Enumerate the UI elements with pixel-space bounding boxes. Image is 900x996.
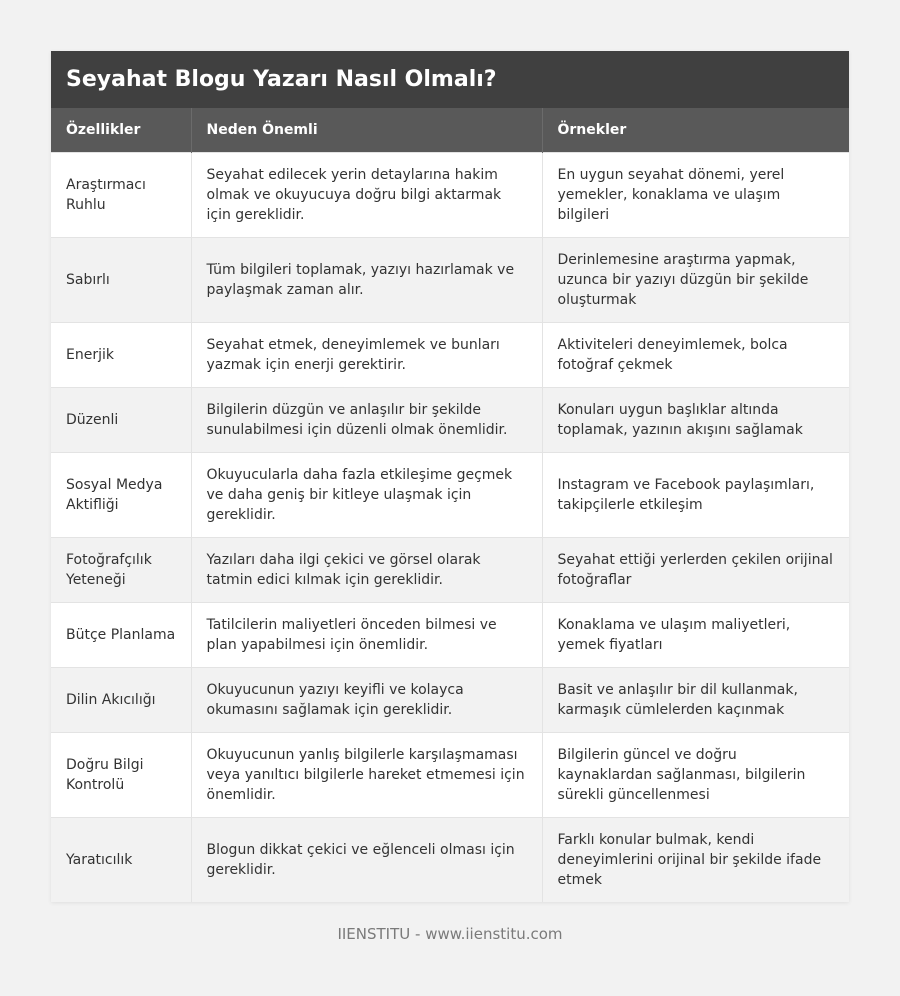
table-row [51,152,849,237]
footer-credit: IIENSTITU - www.iienstitu.com [337,925,563,943]
features-table [51,108,849,902]
table-row [51,602,849,667]
table-row [51,322,849,387]
examples-cell: Basit ve anlaşılır bir dil kullanmak, karmaşık cümlelerden kaçınmak [542,667,849,732]
column-header-why: Neden Önemli [191,108,542,152]
examples-cell: Aktiviteleri deneyimlemek, bolca fotoğraf çekmek [542,322,849,387]
why-cell: Bilgilerin düzgün ve anlaşılır bir şekilde sunulabilmesi için düzenli olmak önemlidir. [191,387,542,452]
why-cell: Okuyucunun yanlış bilgilerle karşılaşmaması veya yanıltıcı bilgilerle hareket etmemesi için önemlidir. [191,732,542,817]
table-row [51,817,849,902]
table-row [51,452,849,537]
feature-cell: Dilin Akıcılığı [51,667,191,732]
examples-cell: Seyahat ettiği yerlerden çekilen orijinal fotoğraflar [542,537,849,602]
feature-cell: Bütçe Planlama [51,602,191,667]
table-row [51,237,849,322]
why-cell: Okuyucularla daha fazla etkileşime geçmek ve daha geniş bir kitleye ulaşmak için gereklidir. [191,452,542,537]
feature-cell: Doğru Bilgi Kontrolü [51,732,191,817]
table-row [51,732,849,817]
why-cell: Tatilcilerin maliyetleri önceden bilmesi ve plan yapabilmesi için önemlidir. [191,602,542,667]
content-card [51,51,849,902]
feature-cell: Enerjik [51,322,191,387]
feature-cell: Fotoğrafçılık Yeteneği [51,537,191,602]
column-header-examples: Örnekler [542,108,849,152]
why-cell: Blogun dikkat çekici ve eğlenceli olması için gereklidir. [191,817,542,902]
feature-cell: Sosyal Medya Aktifliği [51,452,191,537]
table-header-row [51,108,849,152]
examples-cell: En uygun seyahat dönemi, yerel yemekler, konaklama ve ulaşım bilgileri [542,152,849,237]
why-cell: Okuyucunun yazıyı keyifli ve kolayca okumasını sağlamak için gereklidir. [191,667,542,732]
feature-cell: Yaratıcılık [51,817,191,902]
examples-cell: Bilgilerin güncel ve doğru kaynaklardan sağlanması, bilgilerin sürekli güncellenmesi [542,732,849,817]
examples-cell: Farklı konular bulmak, kendi deneyimlerini orijinal bir şekilde ifade etmek [542,817,849,902]
examples-cell: Instagram ve Facebook paylaşımları, takipçilerle etkileşim [542,452,849,537]
table-row [51,387,849,452]
column-header-features: Özellikler [51,108,191,152]
why-cell: Tüm bilgileri toplamak, yazıyı hazırlamak ve paylaşmak zaman alır. [191,237,542,322]
examples-cell: Konaklama ve ulaşım maliyetleri, yemek fiyatları [542,602,849,667]
title-bar [51,51,849,108]
why-cell: Yazıları daha ilgi çekici ve görsel olarak tatmin edici kılmak için gereklidir. [191,537,542,602]
table-row [51,537,849,602]
feature-cell: Araştırmacı Ruhlu [51,152,191,237]
page-title: Seyahat Blogu Yazarı Nasıl Olmalı? [66,67,497,92]
examples-cell: Derinlemesine araştırma yapmak, uzunca bir yazıyı düzgün bir şekilde oluşturmak [542,237,849,322]
feature-cell: Sabırlı [51,237,191,322]
why-cell: Seyahat edilecek yerin detaylarına hakim olmak ve okuyucuya doğru bilgi aktarmak için gereklidir. [191,152,542,237]
why-cell: Seyahat etmek, deneyimlemek ve bunları yazmak için enerji gerektirir. [191,322,542,387]
table-row [51,667,849,732]
examples-cell: Konuları uygun başlıklar altında toplamak, yazının akışını sağlamak [542,387,849,452]
feature-cell: Düzenli [51,387,191,452]
